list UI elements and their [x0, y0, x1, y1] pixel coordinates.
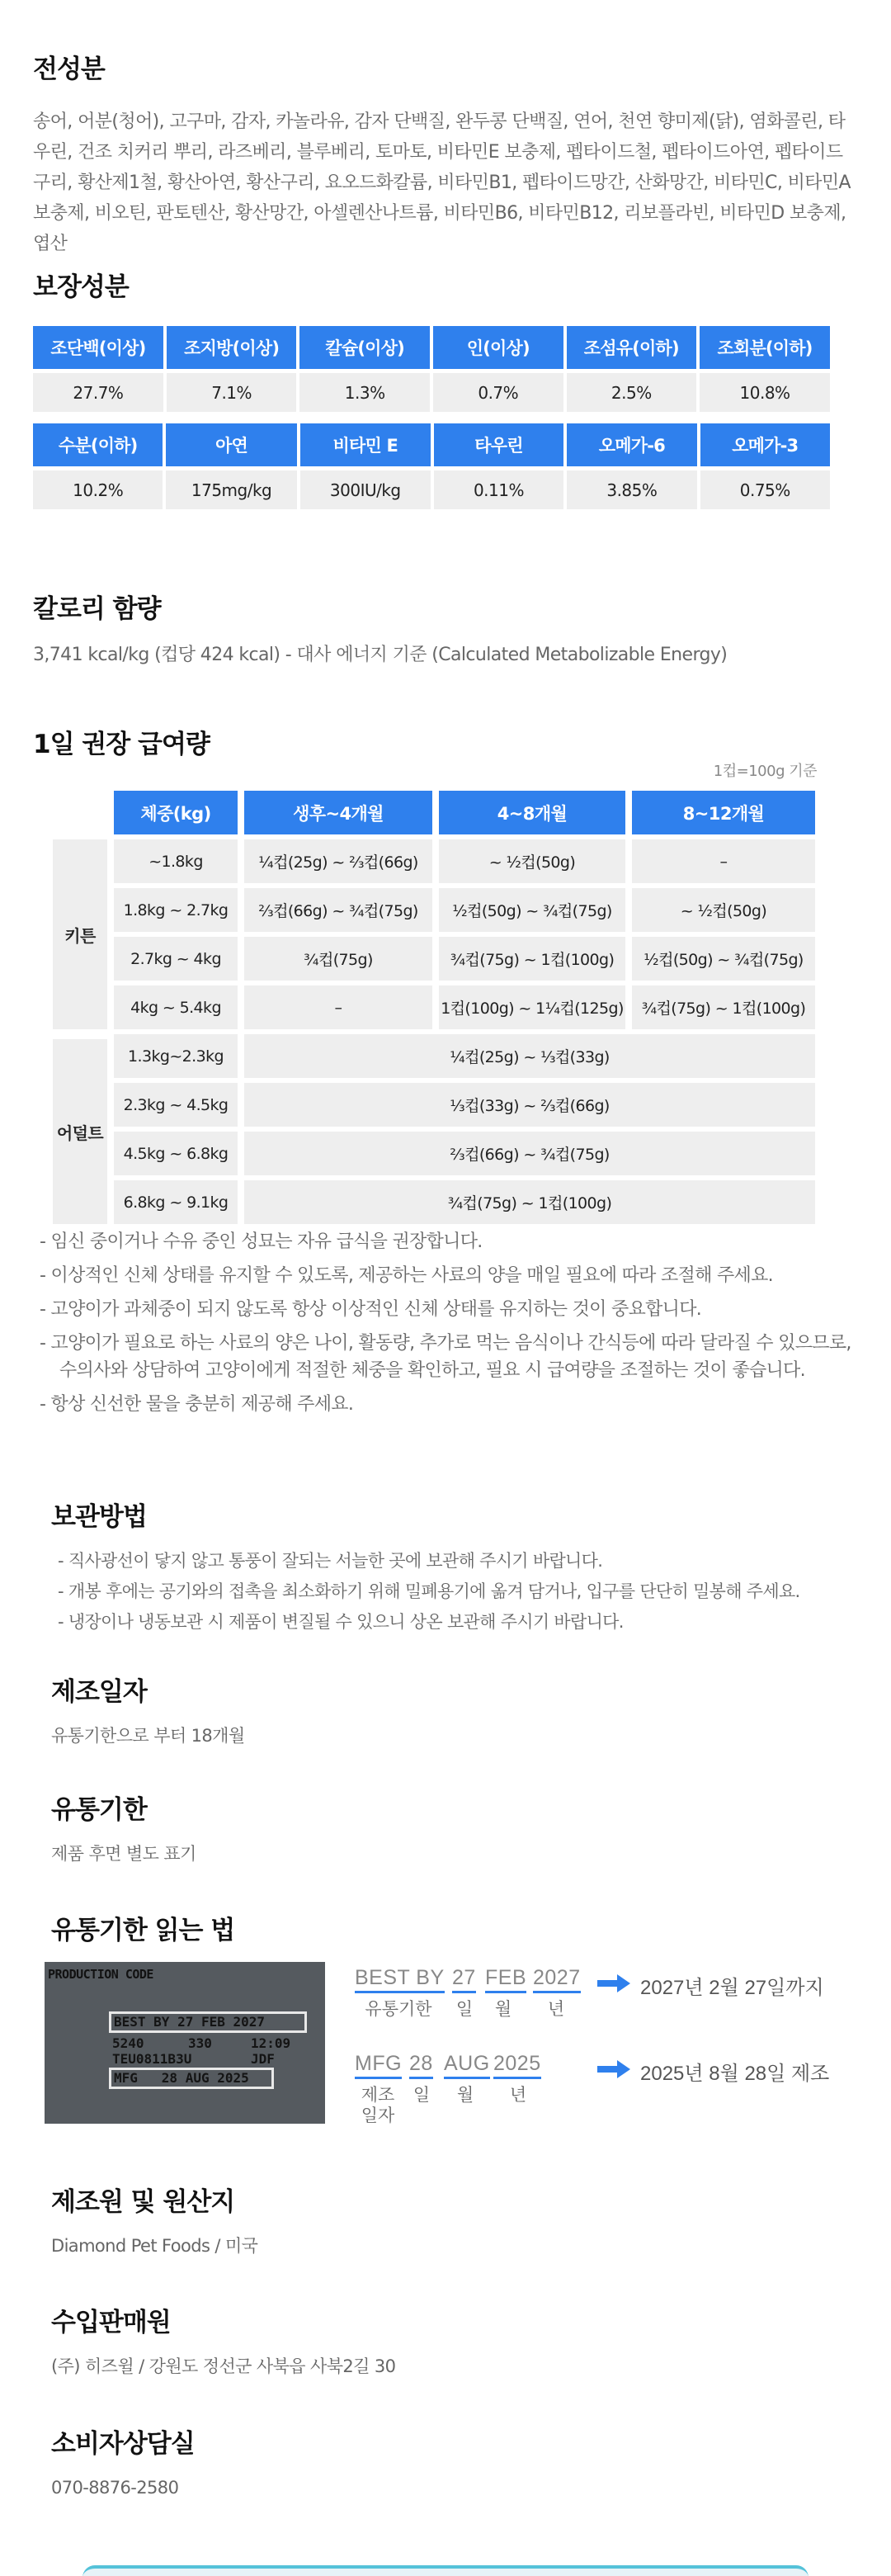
- list-item: - 고양이가 필요로 하는 사료의 양은 나이, 활동량, 추가로 먹는 음식이나 간식등에 따라 달라질 수 있으므로,수의사와 상담하여 고양이에게 적절한 체중을 확인하고, 필요 시 급여량을 조절하는 것이 좋습니다.: [40, 1333, 851, 1381]
- table-cell: –: [632, 839, 815, 883]
- analysis-header: 아연: [166, 423, 296, 466]
- analysis-header: 조지방(이상): [167, 326, 297, 369]
- importer-section: [51, 2301, 876, 2382]
- table-cell: 6.8kg ~ 9.1kg: [114, 1180, 238, 1224]
- customer-service-section: [51, 2422, 876, 2503]
- analysis-table-1: [30, 326, 833, 412]
- feeding-title: 1일 권장 급여량: [33, 730, 210, 759]
- ingredients-title: 전성분: [33, 54, 105, 84]
- analysis-header: 인(이상): [433, 326, 563, 369]
- best-by-day-token: 27: [452, 1966, 476, 1993]
- photo-line-2c: 12:09: [251, 2035, 291, 2051]
- analysis-value: 10.2%: [33, 466, 163, 509]
- mfg-day-sub: 일: [412, 2086, 431, 2105]
- feeding-header-age3: 8~12개월: [632, 791, 815, 834]
- table-row: [53, 888, 815, 932]
- table-cell: ¼컵(25g) ~ ⅓컵(33g): [244, 1034, 815, 1078]
- right-arrow-icon: [597, 2060, 630, 2078]
- ingredients-section: [33, 48, 858, 259]
- mfg-month-sub: 월: [456, 2086, 474, 2105]
- table-row: [53, 1083, 815, 1127]
- analysis-value: 0.11%: [434, 466, 563, 509]
- table-cell: ⅓컵(33g) ~ ⅔컵(66g): [244, 1083, 815, 1127]
- mfg-date-text: 유통기한으로 부터 18개월: [51, 1726, 245, 1746]
- table-cell: ¾컵(75g) ~ 1컵(100g): [632, 985, 815, 1029]
- list-item: - 고양이가 과체중이 되지 않도록 항상 이상적인 신체 상태를 유지하는 것이 중요합니다.: [40, 1299, 702, 1320]
- table-cell: ⅔컵(66g) ~ ¾컵(75g): [244, 1132, 815, 1175]
- analysis-value: 175mg/kg: [166, 466, 296, 509]
- mfg-token: MFG: [355, 2052, 402, 2079]
- mfg-month-token: AUG: [444, 2052, 490, 2079]
- feeding-header-age2: 4~8개월: [439, 791, 625, 834]
- table-cell: –: [244, 985, 432, 1029]
- table-cell: ¾컵(75g) ~ 1컵(100g): [439, 937, 625, 981]
- analysis-value: 0.75%: [700, 466, 830, 509]
- table-cell: 2.7kg ~ 4kg: [114, 937, 238, 981]
- calories-text: 3,741 kcal/kg (컵당 424 kcal) - 대사 에너지 기준 (Calculated Metabolizable Energy): [33, 645, 728, 665]
- bottom-decoration: [82, 2565, 808, 2576]
- analysis-header: 조섬유(이하): [567, 326, 697, 369]
- table-cell: ½컵(50g) ~ ¾컵(75g): [632, 937, 815, 981]
- storage-section: [51, 1496, 876, 1638]
- importer-title: 수입판매원: [51, 2308, 171, 2337]
- analysis-header: 조회분(이하): [700, 326, 830, 369]
- best-by-sub: 유통기한: [365, 2000, 432, 2019]
- table-cell: 1.3kg~2.3kg: [114, 1034, 238, 1078]
- analysis-section: [33, 266, 833, 509]
- analysis-title: 보장성분: [33, 272, 129, 302]
- best-by-month-token: FEB: [485, 1966, 526, 1993]
- photo-line-4: MFG 28 AUG 2025: [114, 2070, 249, 2086]
- table-cell: ¼컵(25g) ~ ⅔컵(66g): [244, 839, 432, 883]
- photo-line-2a: 5240: [112, 2035, 144, 2051]
- table-cell: 1컵(100g) ~ 1¼컵(125g): [439, 985, 625, 1029]
- analysis-header: 수분(이하): [33, 423, 163, 466]
- analysis-value: 10.8%: [700, 369, 830, 412]
- table-cell: ⅔컵(66g) ~ ¾컵(75g): [244, 888, 432, 932]
- mfg-date-section: [51, 1671, 876, 1751]
- ingredients-text: 송어, 어분(청어), 고구마, 감자, 카놀라유, 감자 단백질, 완두콩 단백질, 연어, 천연 향미제(닭), 염화콜린, 타우린, 건조 치커리 뿌리, 라즈베리, 블루베리, 토마토, 비타민E 보충제, 펩타이드철, 펩타이드아연, 펩타이드구리, 황산제1철, 황산아연, 황산구리, 요오드화칼륨, 비타민B1, 펩타이드망간, 산화망간, 비타민C, 비타민A 보충제, 비오틴, 판토텐산, 황산망간, 아셀렌산나트륨, 비타민B6, 비타민B12, 리보플라빈, 비타민D 보충제, 엽산: [33, 111, 851, 254]
- expiry-text: 제품 후면 별도 표기: [51, 1844, 196, 1864]
- list-item: - 개봉 후에는 공기와의 접촉을 최소화하기 위해 밀폐용기에 옮겨 담거나, 입구를 단단히 밀봉해 주세요.: [58, 1581, 800, 1601]
- analysis-value: 1.3%: [299, 369, 430, 412]
- storage-title: 보관방법: [51, 1502, 147, 1532]
- table-cell: ~ ½컵(50g): [439, 839, 625, 883]
- analysis-value: 2.5%: [567, 369, 697, 412]
- mfg-date-title: 제조일자: [51, 1677, 147, 1707]
- customer-service-title: 소비자상담실: [51, 2429, 195, 2459]
- list-item: - 이상적인 신체 상태를 유지할 수 있도록, 제공하는 사료의 양을 매일 필요에 따라 조절해 주세요.: [40, 1265, 773, 1286]
- table-cell: ¾컵(75g) ~ 1컵(100g): [244, 1180, 815, 1224]
- analysis-header: 칼슘(이상): [299, 326, 430, 369]
- best-by-token: BEST BY: [355, 1966, 445, 1993]
- production-code-text: PRODUCTION CODE: [48, 1967, 153, 1982]
- production-code-photo: [45, 1962, 325, 2124]
- feeding-corner: [53, 791, 107, 834]
- expiry-section: [51, 1789, 876, 1869]
- best-by-result: 2027년 2월 27일까지: [640, 1977, 824, 1999]
- analysis-value: 0.7%: [433, 369, 563, 412]
- best-by-year-token: 2027: [533, 1966, 581, 1993]
- analysis-value: 27.7%: [33, 369, 163, 412]
- photo-line-1: BEST BY 27 FEB 2027: [114, 2014, 266, 2030]
- best-by-reading: [355, 1966, 866, 2040]
- table-cell: ½컵(50g) ~ ¾컵(75g): [439, 888, 625, 932]
- calories-section: [33, 588, 858, 670]
- mfg-year-token: 2025: [493, 2052, 541, 2079]
- maker-section: [51, 2181, 876, 2262]
- table-cell: ¾컵(75g): [244, 937, 432, 981]
- analysis-header: 오메가-6: [567, 423, 696, 466]
- table-row: [53, 1132, 815, 1175]
- analysis-value: 300IU/kg: [300, 466, 431, 509]
- mfg-result: 2025년 8월 28일 제조: [640, 2063, 830, 2085]
- importer-text: (주) 히즈윌 / 강원도 정선군 사북읍 사북2길 30: [51, 2356, 396, 2376]
- best-by-day-sub: 일: [455, 2000, 474, 2019]
- best-by-year-sub: 년: [547, 2000, 565, 2019]
- photo-line-3b: JDF: [251, 2051, 275, 2067]
- table-cell: ~ ½컵(50g): [632, 888, 815, 932]
- calories-title: 칼로리 함량: [33, 594, 161, 624]
- list-item: - 직사광선이 닿지 않고 통풍이 잘되는 서늘한 곳에 보관해 주시기 바랍니다.: [58, 1551, 603, 1571]
- mfg-year-sub: 년: [509, 2086, 527, 2105]
- table-row: [53, 937, 815, 981]
- table-row: [53, 985, 815, 1029]
- feeding-header-age1: 생후~4개월: [244, 791, 432, 834]
- howto-section: [51, 1909, 876, 1959]
- feeding-notes: [40, 1228, 856, 1425]
- mfg-reading: [355, 2052, 866, 2134]
- analysis-header: 오메가-3: [700, 423, 830, 466]
- table-cell: 4kg ~ 5.4kg: [114, 985, 238, 1029]
- analysis-header: 비타민 E: [300, 423, 431, 466]
- best-by-month-sub: 월: [494, 2000, 512, 2019]
- table-cell: 1.8kg ~ 2.7kg: [114, 888, 238, 932]
- list-item: - 임신 중이거나 수유 중인 성묘는 자유 급식을 권장합니다.: [40, 1231, 483, 1252]
- list-item: - 항상 신선한 물을 충분히 제공해 주세요.: [40, 1394, 354, 1415]
- storage-list: [58, 1546, 876, 1638]
- photo-line-3a: TEU0811B3U: [112, 2051, 192, 2067]
- list-item: - 냉장이나 냉동보관 시 제품이 변질될 수 있으니 상온 보관해 주시기 바랍니다.: [58, 1612, 624, 1632]
- maker-title: 제조원 및 원산지: [51, 2187, 235, 2217]
- kitten-group-label: 키튼: [53, 839, 107, 1029]
- expiry-title: 유통기한: [51, 1795, 147, 1825]
- table-cell: ~1.8kg: [114, 839, 238, 883]
- mfg-sub: 제조 일자: [361, 2086, 395, 2125]
- table-cell: 2.3kg ~ 4.5kg: [114, 1083, 238, 1127]
- adult-group-label: 어덜트: [53, 1034, 107, 1224]
- feeding-table: [46, 786, 822, 1229]
- table-row: [53, 1034, 815, 1078]
- table-row: [53, 1180, 815, 1224]
- customer-service-phone: 070-8876-2580: [51, 2478, 179, 2498]
- right-arrow-icon: [597, 1974, 630, 1992]
- table-cell: 4.5kg ~ 6.8kg: [114, 1132, 238, 1175]
- analysis-value: 3.85%: [567, 466, 696, 509]
- feeding-basis-note: 1컵=100g 기준: [713, 763, 817, 780]
- analysis-header: 조단백(이상): [33, 326, 163, 369]
- feeding-header-weight: 체중(kg): [114, 791, 238, 834]
- photo-line-2b: 330: [188, 2035, 212, 2051]
- feeding-section: [33, 723, 858, 1415]
- howto-title: 유통기한 읽는 법: [51, 1916, 235, 1945]
- analysis-table-2: [30, 423, 833, 509]
- mfg-day-token: 28: [409, 2052, 433, 2079]
- maker-text: Diamond Pet Foods / 미국: [51, 2236, 258, 2256]
- analysis-header: 타우린: [434, 423, 563, 466]
- table-row: [53, 839, 815, 883]
- analysis-value: 7.1%: [167, 369, 297, 412]
